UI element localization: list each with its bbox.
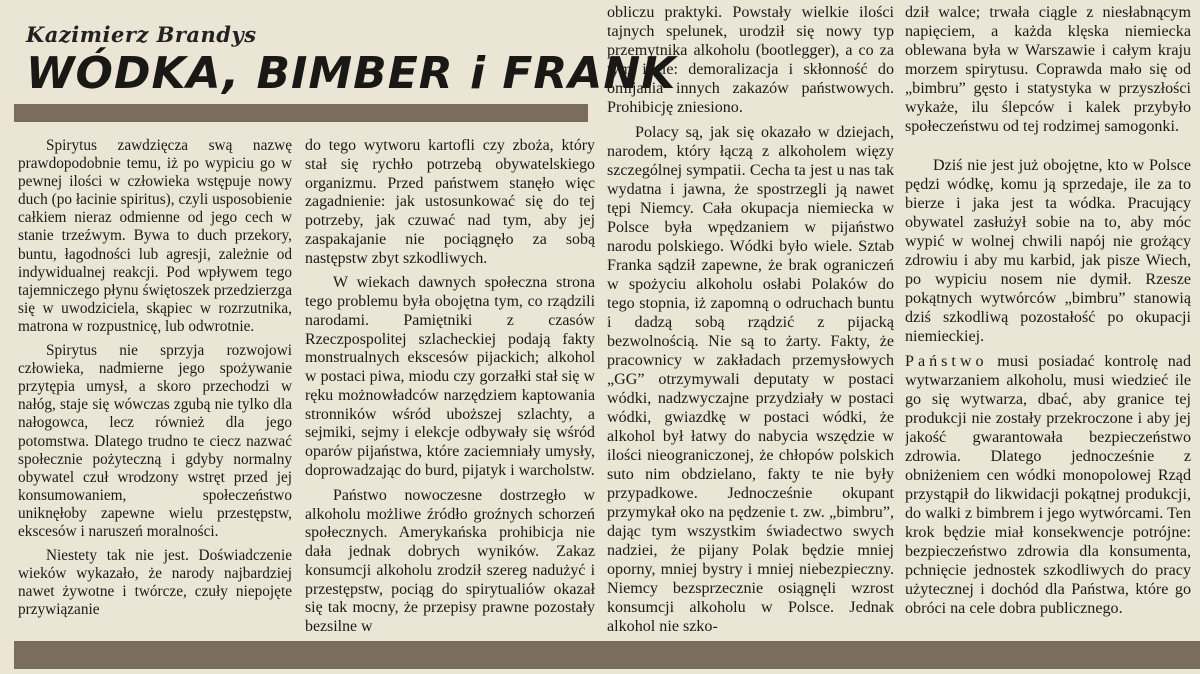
article-column-3	[607, 4, 894, 640]
paragraph: Dziś nie jest już obojętne, kto w Polsce pędzi wódkę, komu ją sprzedaje, ile za to bierze i jaka jest ta wódka. Pracujący obywatel zasłużył sobie na to, aby móc wypić w wolnej chwili napój nie grożący zdrowiu i aby mu karbid, jak pisze Wiech, po wypiciu nosem nie dymił. Rzesze pokątnych wytwórców „bimbru” stanowią dziś szkodliwą pozostałość po okupacji niemieckiej.	[905, 156, 1191, 345]
article-column-2	[305, 137, 595, 637]
paragraph: Niestety tak nie jest. Doświadczenie wieków wykazało, że narody najbardziej nawet żywotne i twórcze, czuły niepojęte przywiązanie	[18, 547, 292, 619]
article-column-1	[18, 137, 292, 637]
paragraph: do tego wytworu kartofli czy zboża, który stał się rychło potrzebą obywatelskiego organizmu. Przed państwem stanęło więc zagadnienie: jak ustosunkować się do tej potrzeby, jak czuwać nad tym, aby jej zaspakajanie nie pociągnęło za sobą następstw zbyt szkodliwych.	[305, 137, 595, 267]
paragraph: dził walce; trwała ciągle z niesłabnącym napięciem, a każda klęska niemiecka oblewana była w Warszawie i całym kraju morzem spirytusu. Coprawda mało się od „bimbru” gęsto i statystyka w przyszłości wykaże, ilu ślepców i kalek przybyło społeczeństwu od tej rodzimej samogonki.	[905, 4, 1191, 135]
paragraph: W wiekach dawnych społeczna strona tego problemu była obojętna tym, co rządzili narodami. Pamiętniki z czasów Rzeczpospolitej szlacheckiej podają fakty monstrualnych ekscesów pijackich; alkohol w postaci piwa, miodu czy gorzałki stał się w ręku możnowładców narzędziem kaptowania stronników wśród uboższej szlachty, a sejmiki, sejmy i elekcje odbywały się wśród oparów pijaństwa, które zaciemniały umysły, doprowadzając do burd, pijatyk i warcholstw.	[305, 274, 595, 480]
paragraph: Polacy są, jak się okazało w dziejach, narodem, który łączą z alkoholem więzy szczególnej sympatii. Cecha ta jest u nas tak wydatna i jawna, że spostrzegli ją nawet tępi Niemcy. Cała okupacja niemiecka w Polsce była wpędzaniem w pijaństwo narodu polskiego. Wódki było wiele. Sztab Franka sądził zapewne, że brak ograniczeń w spożyciu alkoholu osłabi Polaków do tego stopnia, iż zapomną o odruchach buntu i dadzą sobą rządzić z pijacką bezwolnością. Nie są to żarty. Fakty, że pracownicy w zakładach przemysłowych „GG” otrzymywali deputaty w postaci wódki, nadzwyczajne przydziały w postaci wódki, gwiazdkę w postaci wódki, że alkohol był łatwy do nabycia wszędzie w ilości nieograniczonej, że chłopów polskich suto nim obdzielano, fakty te nie były przypadkowe. Jednocześnie okupant przymykał oko na pędzenie t. zw. „bimbru”, dając tym wszystkim świadectwo swych nadziei, że pijany Polak będzie mniej oporny, mniej bystry i mniej niebezpieczny. Niemcy bezsprzecznie osiągnęli wzrost konsumcji alkoholu w Polsce. Jednak alkohol nie szko-	[607, 123, 894, 635]
paragraph-text: musi posiadać kontrolę nad wytwarzaniem alkoholu, musi wiedzieć ile go się wytwarza, dbać, aby granice tej produkcji nie zostały przekroczone i aby jej jakość gwarantowała bezpieczeństwo zdrowia. Dlatego jednocześnie z obniżeniem cen wódki monopolowej Rząd przystąpił do likwidacji pokątnej produkcji, do walki z bimbrem i jego wytwórcami. Ten krok będzie miał konsekwencje potrójne: bezpieczeństwo zdrowia dla konsumenta, pchnięcie jednostek szkodliwych do pracy użytecznej i dochód dla Państwa, które go obróci na cele dobra publicznego.	[905, 352, 1191, 617]
article-headline: WÓDKA, BIMBER i FRANK	[26, 48, 677, 99]
paragraph: Spirytus zawdzięcza swą nazwę prawdopodobnie temu, iż po wypiciu go w pewnej ilości w człowieka wstępuje nowy duch (po łacinie spiritus), czyli usposobienie całkiem nieraz odmienne od jego cech w stanie trzeźwym. Bywa to duch przekory, buntu, łagodności lub agresji, zależnie od indywidualnej reakcji. Pod wpływem tego tajemniczego płynu świętoszek przedzierzga się w uwodziciela, skąpiec w rozrzutnika, matrona w rozpustnicę, lub odwrotnie.	[18, 137, 292, 335]
paragraph: obliczu praktyki. Powstały wielkie ilości tajnych spelunek, urodził się nowy typ przemytnika alkoholu (bootlegger), a co za tym idzie: demoralizacja i skłonność do omijania innych zakazów państwowych. Prohibicję zniesiono.	[607, 4, 894, 116]
headline-rule	[14, 104, 588, 122]
article-column-4	[905, 4, 1191, 640]
paragraph: Spirytus nie sprzyja rozwojowi człowieka, nadmierne jego spożywanie przytępia umysł, a skoro przechodzi w nałóg, staje się wówczas zgubą nie tylko dla nałogowca, lecz również dla jego potomstwa. Dlatego trudno te ciecz nazwać społecznie pożyteczną i gdyby normalny obywatel czuł wrodzony wstręt przed jej konsumowaniem, społeczeństwo uniknęłoby zapewne wielu przestępstw, ekscesów i naruszeń moralności.	[18, 342, 292, 540]
spaced-word: Państwo	[905, 352, 988, 370]
paragraph: Państwo nowoczesne dostrzegło w alkoholu możliwe źródło groźnych schorzeń społecznych. Amerykańska prohibicja nie dała jednak dobrych wyników. Zakaz konsumcji alkoholu zrodził szereg nadużyć i przestępstw, pociąg do spirytualiów okazał się tak mocny, że przepisy prawne pozostały bezsilne w	[305, 486, 595, 636]
article-author: Kazimierz Brandys	[26, 22, 257, 47]
bottom-rule	[14, 641, 1200, 669]
paragraph	[905, 353, 1191, 619]
